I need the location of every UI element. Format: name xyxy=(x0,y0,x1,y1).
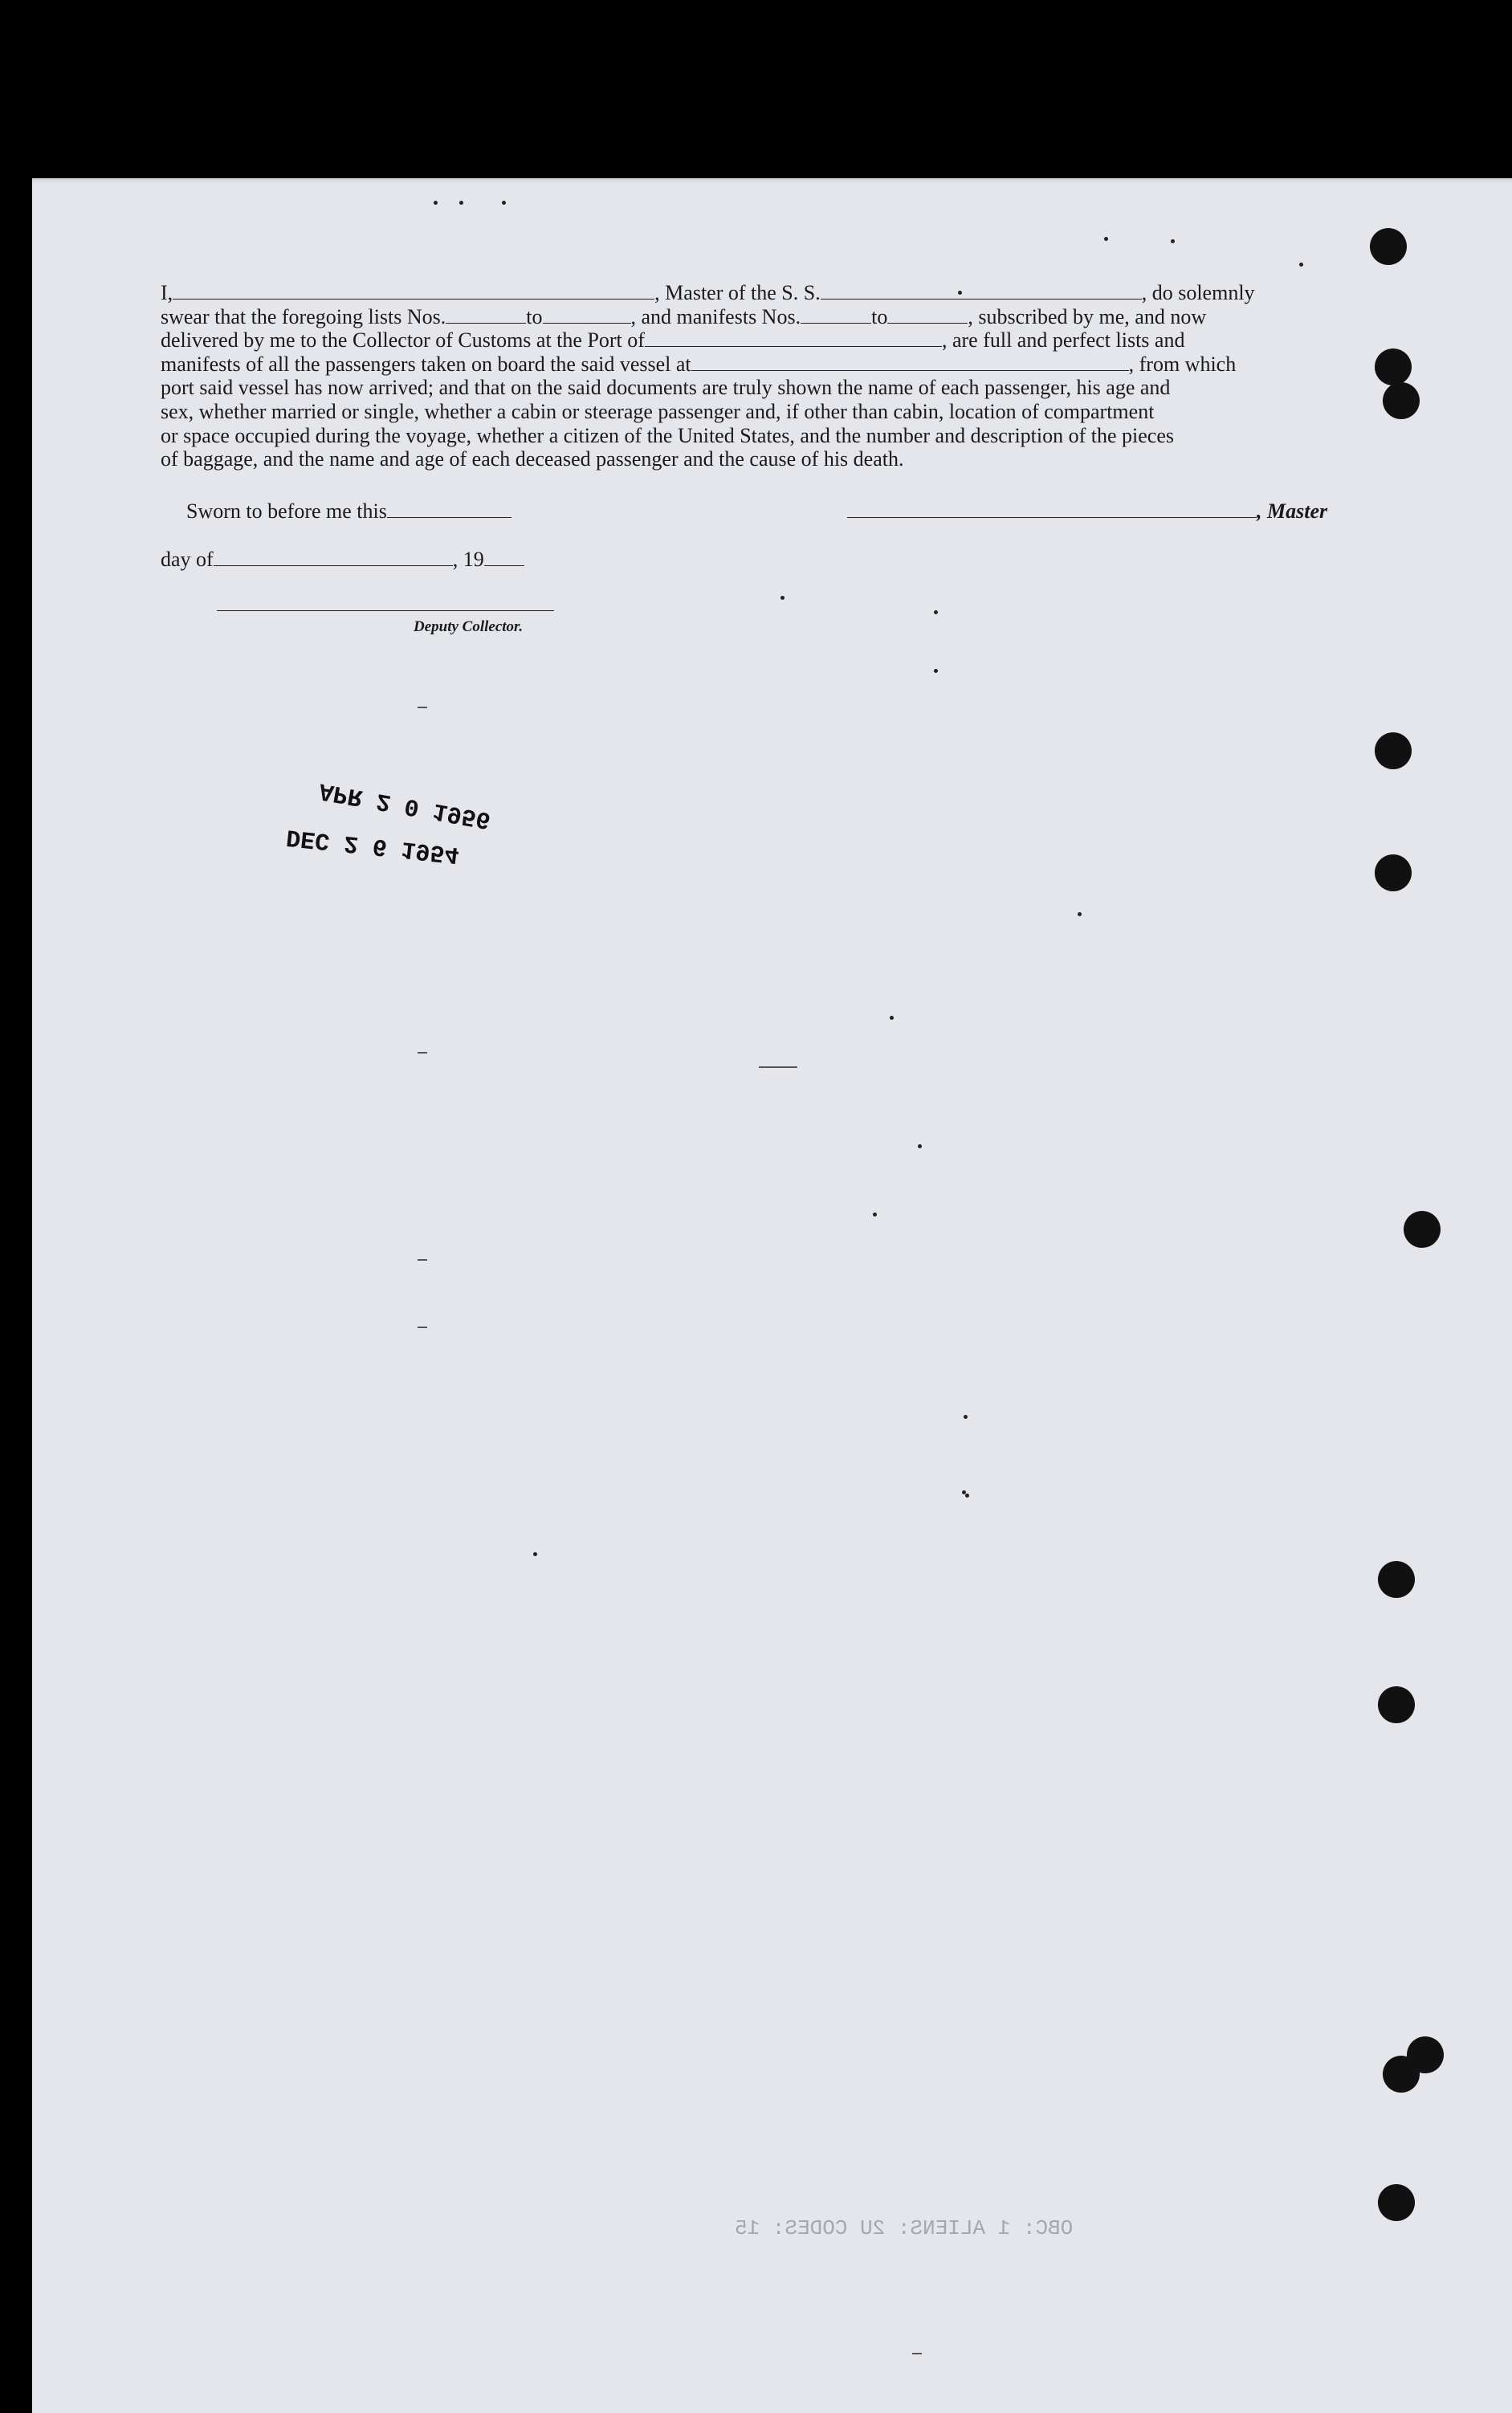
binder-hole xyxy=(1375,854,1412,891)
binder-hole xyxy=(1378,1561,1415,1598)
oath-line-7: or space occupied during the voyage, whether a citizen of the United States, and the number and description of the pieces xyxy=(161,423,1175,447)
day-of-line: day of , 19 xyxy=(161,548,524,572)
oath-line-2: swear that the foregoing lists Nos. to , and manifests Nos. to , subscribed by me, and now xyxy=(161,304,1207,328)
bleed-through-footer: OBC: 1 ALIENS: 2U CODES: 15 xyxy=(735,2216,1074,2240)
binder-hole xyxy=(1375,348,1412,385)
oath-line-3: delivered by me to the Collector of Customs at the Port of , are full and perfect lists and xyxy=(161,328,1185,353)
oath-line-6: sex, whether married or single, whether a cabin or steerage passenger and, if other than cabin, location of compartment xyxy=(161,399,1155,423)
binder-hole xyxy=(1378,1686,1415,1723)
oath-line-4: manifests of all the passengers taken on board the said vessel at , from which xyxy=(161,352,1237,376)
binder-hole xyxy=(1370,228,1407,265)
oath-line-5: port said vessel has now arrived; and that on the said documents are truly shown the name of each passenger, his age and xyxy=(161,376,1171,400)
mark xyxy=(418,1327,427,1328)
mark xyxy=(418,707,427,708)
binder-hole xyxy=(1383,382,1420,419)
master-signature-line: , Master xyxy=(847,499,1327,524)
binder-hole xyxy=(1404,1211,1441,1248)
date-stamp: APR 2 0 1956 xyxy=(317,776,493,834)
binder-hole xyxy=(1383,2056,1420,2093)
deputy-collector-label: Deputy Collector. xyxy=(414,618,524,635)
oath-line-1: I, , Master of the S. S. , do solemnly xyxy=(161,281,1255,304)
sworn-before-line: Sworn to before me this xyxy=(186,499,511,524)
oath-line-8: of baggage, and the name and age of each deceased passenger and the cause of his death. xyxy=(161,447,904,471)
date-stamp: DEC 2 6 1954 xyxy=(285,822,461,868)
binder-hole xyxy=(1375,732,1412,769)
page-edge-shadow xyxy=(32,178,1512,183)
mark xyxy=(912,2353,922,2354)
mark xyxy=(759,1066,797,1068)
deputy-signature-line xyxy=(217,610,554,611)
binder-hole xyxy=(1378,2184,1415,2221)
mark xyxy=(418,1052,427,1054)
master-oath-paragraph xyxy=(161,281,1349,471)
mark xyxy=(418,1259,427,1261)
